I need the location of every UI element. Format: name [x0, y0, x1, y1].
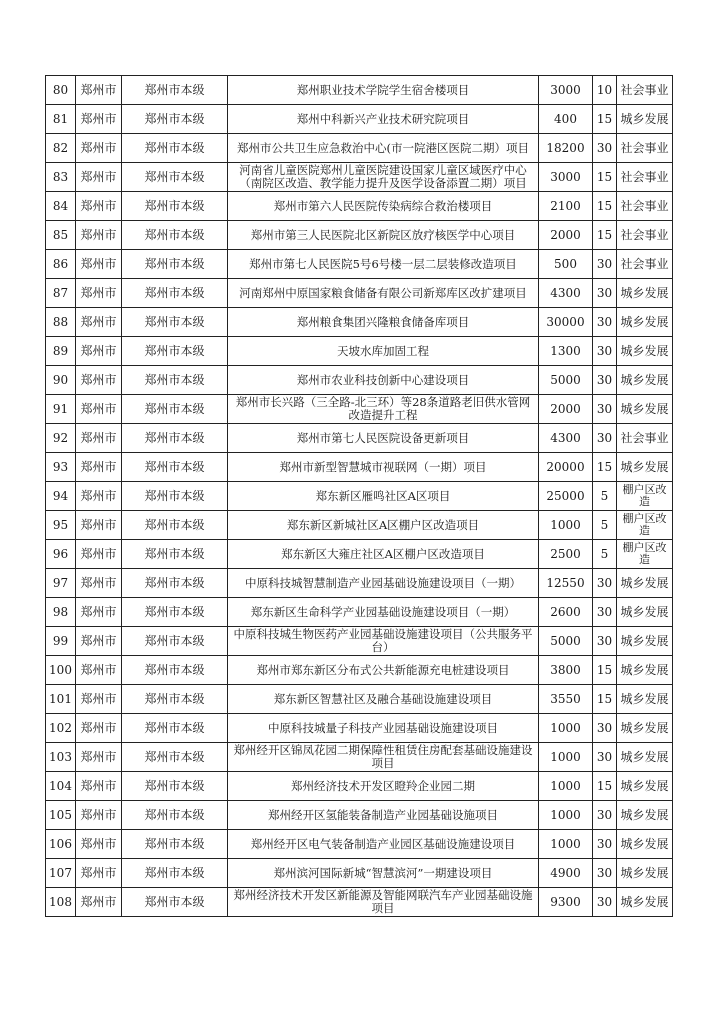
table-row [46, 772, 673, 801]
table-row [46, 134, 673, 163]
category-cell: 城乡发展 [617, 337, 673, 366]
row-number-cell: 97 [46, 569, 76, 598]
row-number-cell: 95 [46, 511, 76, 540]
amount-cell: 4300 [539, 279, 593, 308]
amount-cell: 3000 [539, 76, 593, 105]
table-row [46, 482, 673, 511]
city-cell: 郑州市 [76, 134, 122, 163]
table-row [46, 453, 673, 482]
row-number-cell: 84 [46, 192, 76, 221]
category-cell: 社会事业 [617, 76, 673, 105]
category-cell: 城乡发展 [617, 801, 673, 830]
admin-level-cell: 郑州市本级 [122, 250, 228, 279]
amount-cell: 30000 [539, 308, 593, 337]
project-name-cell: 郑州市第七人民医院5号6号楼一层二层装修改造项目 [228, 250, 539, 279]
amount-cell: 1000 [539, 511, 593, 540]
city-cell: 郑州市 [76, 540, 122, 569]
table-row [46, 221, 673, 250]
city-cell: 郑州市 [76, 656, 122, 685]
admin-level-cell: 郑州市本级 [122, 76, 228, 105]
amount-cell: 9300 [539, 888, 593, 917]
city-cell: 郑州市 [76, 337, 122, 366]
term-years-cell: 30 [593, 743, 617, 772]
amount-cell: 400 [539, 105, 593, 134]
term-years-cell: 5 [593, 540, 617, 569]
table-row [46, 424, 673, 453]
admin-level-cell: 郑州市本级 [122, 453, 228, 482]
table-row [46, 511, 673, 540]
city-cell: 郑州市 [76, 308, 122, 337]
term-years-cell: 30 [593, 250, 617, 279]
project-name-cell: 中原科技城生物医药产业园基础设施建设项目（公共服务平台） [228, 627, 539, 656]
table-row [46, 163, 673, 192]
project-name-cell: 中原科技城量子科技产业园基础设施建设项目 [228, 714, 539, 743]
table-row [46, 743, 673, 772]
category-cell: 棚户区改造 [617, 482, 673, 511]
project-name-cell: 河南省儿童医院郑州儿童医院建设国家儿童区域医疗中心（南院区改造、教学能力提升及医学设备添置二期）项目 [228, 163, 539, 192]
term-years-cell: 30 [593, 337, 617, 366]
row-number-cell: 103 [46, 743, 76, 772]
city-cell: 郑州市 [76, 250, 122, 279]
term-years-cell: 30 [593, 598, 617, 627]
term-years-cell: 5 [593, 511, 617, 540]
category-cell: 城乡发展 [617, 366, 673, 395]
admin-level-cell: 郑州市本级 [122, 366, 228, 395]
admin-level-cell: 郑州市本级 [122, 801, 228, 830]
row-number-cell: 99 [46, 627, 76, 656]
admin-level-cell: 郑州市本级 [122, 221, 228, 250]
row-number-cell: 98 [46, 598, 76, 627]
amount-cell: 20000 [539, 453, 593, 482]
city-cell: 郑州市 [76, 76, 122, 105]
term-years-cell: 15 [593, 656, 617, 685]
admin-level-cell: 郑州市本级 [122, 105, 228, 134]
project-name-cell: 河南郑州中原国家粮食储备有限公司新郑库区改扩建项目 [228, 279, 539, 308]
amount-cell: 5000 [539, 366, 593, 395]
row-number-cell: 101 [46, 685, 76, 714]
table-row [46, 105, 673, 134]
project-name-cell: 郑东新区智慧社区及融合基础设施建设项目 [228, 685, 539, 714]
category-cell: 棚户区改造 [617, 511, 673, 540]
term-years-cell: 10 [593, 76, 617, 105]
category-cell: 城乡发展 [617, 569, 673, 598]
table-row [46, 337, 673, 366]
city-cell: 郑州市 [76, 714, 122, 743]
admin-level-cell: 郑州市本级 [122, 627, 228, 656]
table-row [46, 685, 673, 714]
row-number-cell: 91 [46, 395, 76, 424]
amount-cell: 2000 [539, 221, 593, 250]
row-number-cell: 83 [46, 163, 76, 192]
amount-cell: 3000 [539, 163, 593, 192]
project-name-cell: 郑州市第六人民医院传染病综合救治楼项目 [228, 192, 539, 221]
row-number-cell: 102 [46, 714, 76, 743]
city-cell: 郑州市 [76, 105, 122, 134]
category-cell: 社会事业 [617, 424, 673, 453]
term-years-cell: 30 [593, 627, 617, 656]
project-table-body [46, 76, 673, 917]
category-cell: 城乡发展 [617, 308, 673, 337]
term-years-cell: 30 [593, 830, 617, 859]
row-number-cell: 94 [46, 482, 76, 511]
amount-cell: 1000 [539, 801, 593, 830]
project-name-cell: 天坡水库加固工程 [228, 337, 539, 366]
amount-cell: 1000 [539, 772, 593, 801]
term-years-cell: 30 [593, 279, 617, 308]
table-row [46, 859, 673, 888]
project-name-cell: 郑州市公共卫生应急救治中心(市一院港区医院二期）项目 [228, 134, 539, 163]
project-name-cell: 郑东新区雁鸣社区A区项目 [228, 482, 539, 511]
project-name-cell: 郑州市农业科技创新中心建设项目 [228, 366, 539, 395]
row-number-cell: 96 [46, 540, 76, 569]
city-cell: 郑州市 [76, 511, 122, 540]
city-cell: 郑州市 [76, 366, 122, 395]
project-name-cell: 郑州粮食集团兴隆粮食储备库项目 [228, 308, 539, 337]
city-cell: 郑州市 [76, 743, 122, 772]
category-cell: 城乡发展 [617, 714, 673, 743]
city-cell: 郑州市 [76, 424, 122, 453]
admin-level-cell: 郑州市本级 [122, 685, 228, 714]
row-number-cell: 105 [46, 801, 76, 830]
table-row [46, 801, 673, 830]
category-cell: 城乡发展 [617, 279, 673, 308]
row-number-cell: 86 [46, 250, 76, 279]
city-cell: 郑州市 [76, 163, 122, 192]
amount-cell: 3800 [539, 656, 593, 685]
table-row [46, 279, 673, 308]
admin-level-cell: 郑州市本级 [122, 308, 228, 337]
amount-cell: 2500 [539, 540, 593, 569]
amount-cell: 25000 [539, 482, 593, 511]
city-cell: 郑州市 [76, 685, 122, 714]
admin-level-cell: 郑州市本级 [122, 395, 228, 424]
city-cell: 郑州市 [76, 221, 122, 250]
project-name-cell: 郑州职业技术学院学生宿舍楼项目 [228, 76, 539, 105]
admin-level-cell: 郑州市本级 [122, 656, 228, 685]
term-years-cell: 15 [593, 192, 617, 221]
project-name-cell: 郑东新区生命科学产业园基础设施建设项目（一期） [228, 598, 539, 627]
city-cell: 郑州市 [76, 569, 122, 598]
category-cell: 城乡发展 [617, 105, 673, 134]
admin-level-cell: 郑州市本级 [122, 163, 228, 192]
category-cell: 城乡发展 [617, 656, 673, 685]
term-years-cell: 30 [593, 714, 617, 743]
category-cell: 城乡发展 [617, 627, 673, 656]
category-cell: 社会事业 [617, 134, 673, 163]
project-name-cell: 郑东新区新城社区A区棚户区改造项目 [228, 511, 539, 540]
city-cell: 郑州市 [76, 279, 122, 308]
city-cell: 郑州市 [76, 627, 122, 656]
admin-level-cell: 郑州市本级 [122, 424, 228, 453]
amount-cell: 1000 [539, 743, 593, 772]
row-number-cell: 81 [46, 105, 76, 134]
city-cell: 郑州市 [76, 453, 122, 482]
project-name-cell: 郑州中科新兴产业技术研究院项目 [228, 105, 539, 134]
amount-cell: 1300 [539, 337, 593, 366]
table-row [46, 76, 673, 105]
amount-cell: 1000 [539, 714, 593, 743]
table-row [46, 656, 673, 685]
city-cell: 郑州市 [76, 801, 122, 830]
city-cell: 郑州市 [76, 830, 122, 859]
admin-level-cell: 郑州市本级 [122, 888, 228, 917]
category-cell: 城乡发展 [617, 453, 673, 482]
category-cell: 社会事业 [617, 163, 673, 192]
category-cell: 城乡发展 [617, 743, 673, 772]
project-name-cell: 郑东新区大雍庄社区A区棚户区改造项目 [228, 540, 539, 569]
admin-level-cell: 郑州市本级 [122, 279, 228, 308]
category-cell: 城乡发展 [617, 772, 673, 801]
project-name-cell: 郑州滨河国际新城“智慧滨河”一期建设项目 [228, 859, 539, 888]
project-name-cell: 郑州市郑东新区分布式公共新能源充电桩建设项目 [228, 656, 539, 685]
admin-level-cell: 郑州市本级 [122, 743, 228, 772]
category-cell: 城乡发展 [617, 888, 673, 917]
row-number-cell: 106 [46, 830, 76, 859]
term-years-cell: 15 [593, 163, 617, 192]
row-number-cell: 108 [46, 888, 76, 917]
admin-level-cell: 郑州市本级 [122, 482, 228, 511]
city-cell: 郑州市 [76, 772, 122, 801]
project-name-cell: 郑州市长兴路（三全路-北三环）等28条道路老旧供水管网改造提升工程 [228, 395, 539, 424]
table-row [46, 540, 673, 569]
category-cell: 城乡发展 [617, 395, 673, 424]
amount-cell: 500 [539, 250, 593, 279]
amount-cell: 4300 [539, 424, 593, 453]
term-years-cell: 30 [593, 308, 617, 337]
category-cell: 棚户区改造 [617, 540, 673, 569]
row-number-cell: 90 [46, 366, 76, 395]
category-cell: 城乡发展 [617, 859, 673, 888]
table-row [46, 830, 673, 859]
row-number-cell: 85 [46, 221, 76, 250]
admin-level-cell: 郑州市本级 [122, 540, 228, 569]
row-number-cell: 100 [46, 656, 76, 685]
admin-level-cell: 郑州市本级 [122, 511, 228, 540]
admin-level-cell: 郑州市本级 [122, 337, 228, 366]
row-number-cell: 92 [46, 424, 76, 453]
amount-cell: 3550 [539, 685, 593, 714]
term-years-cell: 30 [593, 569, 617, 598]
city-cell: 郑州市 [76, 888, 122, 917]
amount-cell: 2100 [539, 192, 593, 221]
admin-level-cell: 郑州市本级 [122, 830, 228, 859]
term-years-cell: 15 [593, 105, 617, 134]
category-cell: 社会事业 [617, 250, 673, 279]
admin-level-cell: 郑州市本级 [122, 569, 228, 598]
project-table [45, 75, 673, 917]
admin-level-cell: 郑州市本级 [122, 598, 228, 627]
city-cell: 郑州市 [76, 192, 122, 221]
project-name-cell: 郑州经开区氢能装备制造产业园基础设施项目 [228, 801, 539, 830]
term-years-cell: 15 [593, 453, 617, 482]
category-cell: 社会事业 [617, 221, 673, 250]
term-years-cell: 30 [593, 134, 617, 163]
row-number-cell: 104 [46, 772, 76, 801]
category-cell: 城乡发展 [617, 685, 673, 714]
table-row [46, 395, 673, 424]
admin-level-cell: 郑州市本级 [122, 772, 228, 801]
admin-level-cell: 郑州市本级 [122, 714, 228, 743]
table-row [46, 888, 673, 917]
table-row [46, 250, 673, 279]
table-row [46, 308, 673, 337]
term-years-cell: 30 [593, 366, 617, 395]
amount-cell: 5000 [539, 627, 593, 656]
admin-level-cell: 郑州市本级 [122, 859, 228, 888]
project-name-cell: 郑州经济技术开发区新能源及智能网联汽车产业园基础设施项目 [228, 888, 539, 917]
term-years-cell: 30 [593, 424, 617, 453]
project-name-cell: 郑州经开区电气装备制造产业园区基础设施建设项目 [228, 830, 539, 859]
project-name-cell: 郑州市第七人民医院设备更新项目 [228, 424, 539, 453]
term-years-cell: 15 [593, 685, 617, 714]
term-years-cell: 30 [593, 859, 617, 888]
amount-cell: 1000 [539, 830, 593, 859]
project-name-cell: 中原科技城智慧制造产业园基础设施建设项目（一期） [228, 569, 539, 598]
city-cell: 郑州市 [76, 482, 122, 511]
city-cell: 郑州市 [76, 395, 122, 424]
row-number-cell: 88 [46, 308, 76, 337]
table-row [46, 569, 673, 598]
city-cell: 郑州市 [76, 598, 122, 627]
term-years-cell: 15 [593, 221, 617, 250]
amount-cell: 2000 [539, 395, 593, 424]
amount-cell: 12550 [539, 569, 593, 598]
category-cell: 城乡发展 [617, 830, 673, 859]
amount-cell: 2600 [539, 598, 593, 627]
term-years-cell: 5 [593, 482, 617, 511]
term-years-cell: 30 [593, 395, 617, 424]
term-years-cell: 30 [593, 888, 617, 917]
amount-cell: 18200 [539, 134, 593, 163]
admin-level-cell: 郑州市本级 [122, 192, 228, 221]
amount-cell: 4900 [539, 859, 593, 888]
table-row [46, 598, 673, 627]
table-row [46, 627, 673, 656]
table-row [46, 192, 673, 221]
term-years-cell: 30 [593, 801, 617, 830]
row-number-cell: 82 [46, 134, 76, 163]
table-row [46, 366, 673, 395]
project-name-cell: 郑州市第三人民医院北区新院区放疗核医学中心项目 [228, 221, 539, 250]
row-number-cell: 107 [46, 859, 76, 888]
row-number-cell: 80 [46, 76, 76, 105]
row-number-cell: 89 [46, 337, 76, 366]
term-years-cell: 15 [593, 772, 617, 801]
city-cell: 郑州市 [76, 859, 122, 888]
category-cell: 城乡发展 [617, 598, 673, 627]
project-name-cell: 郑州经济技术开发区瞪羚企业园二期 [228, 772, 539, 801]
table-row [46, 714, 673, 743]
row-number-cell: 87 [46, 279, 76, 308]
category-cell: 社会事业 [617, 192, 673, 221]
row-number-cell: 93 [46, 453, 76, 482]
project-name-cell: 郑州市新型智慧城市视联网（一期）项目 [228, 453, 539, 482]
project-name-cell: 郑州经开区锦凤花园二期保障性租赁住房配套基础设施建设项目 [228, 743, 539, 772]
admin-level-cell: 郑州市本级 [122, 134, 228, 163]
